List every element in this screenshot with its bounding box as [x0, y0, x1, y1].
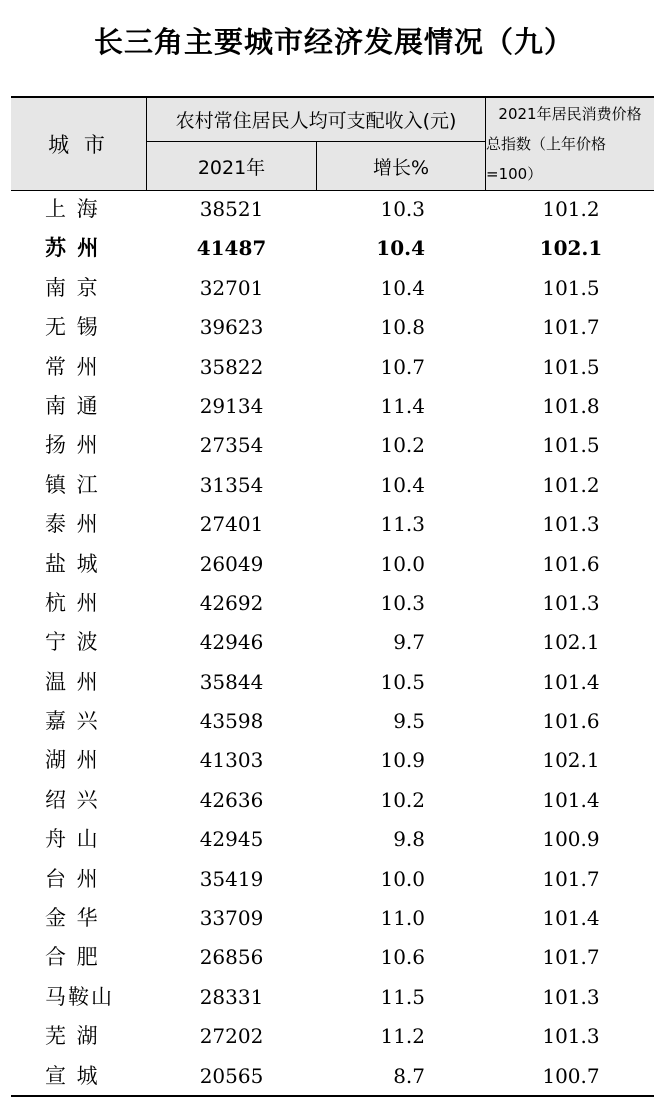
table-row: [11, 348, 654, 387]
table-row: [11, 269, 654, 308]
row-income: 32701: [199, 275, 264, 300]
row-income: 20565: [199, 1063, 264, 1088]
header-cpi-line1: 2021年居民消费价格: [498, 105, 642, 123]
row-income: 27401: [199, 512, 264, 537]
table-row: [11, 1017, 654, 1056]
bottom-rule: [11, 1095, 654, 1097]
row-cpi: 101.3: [542, 512, 600, 537]
header-city: 城 市: [48, 133, 109, 157]
row-growth: 11.4: [380, 393, 425, 418]
table-row: [11, 938, 654, 977]
row-income: 35844: [199, 669, 264, 694]
row-income: 29134: [199, 393, 264, 418]
row-income: 27202: [199, 1024, 264, 1049]
row-cpi: 101.4: [542, 906, 600, 931]
row-city: 常 州: [45, 354, 100, 379]
table-row: [11, 820, 654, 859]
row-city: 温 州: [45, 669, 100, 694]
row-cpi: 101.5: [542, 433, 600, 458]
table-row: [11, 466, 654, 505]
row-income: 28331: [199, 984, 264, 1009]
table-row: [11, 978, 654, 1017]
row-city: 南 京: [45, 275, 100, 300]
row-income: 31354: [199, 472, 264, 497]
row-growth: 10.7: [380, 354, 425, 379]
row-income: 35822: [199, 354, 264, 379]
table-row: [11, 899, 654, 938]
row-city: 宁 波: [45, 630, 100, 655]
table-row: [11, 702, 654, 741]
table-row: [11, 623, 654, 662]
row-growth: 10.3: [380, 197, 425, 221]
row-city: 上 海: [45, 197, 100, 221]
row-cpi: 101.5: [542, 275, 600, 300]
table-row: [11, 505, 654, 544]
table-row: [11, 387, 654, 426]
table-row: [11, 308, 654, 347]
header-cpi-line2: 总指数（上年价格=100）: [486, 135, 607, 183]
row-growth: 11.5: [380, 984, 425, 1009]
row-income: 42946: [199, 630, 264, 655]
row-growth: 11.0: [380, 906, 425, 931]
row-cpi: 101.7: [542, 866, 600, 891]
row-city: 金 华: [45, 906, 100, 931]
row-city: 镇 江: [45, 472, 100, 497]
row-income: 38521: [199, 197, 264, 221]
row-income: 27354: [199, 433, 264, 458]
row-growth: 10.2: [380, 433, 425, 458]
row-city: 杭 州: [45, 590, 100, 615]
row-cpi: 101.8: [542, 393, 600, 418]
table-row: [11, 584, 654, 623]
row-city: 南 通: [45, 393, 100, 418]
table-row: [11, 229, 654, 268]
row-cpi: 101.7: [542, 945, 600, 970]
row-income: 26049: [199, 551, 264, 576]
row-cpi: 101.2: [542, 197, 600, 221]
row-growth: 10.4: [376, 236, 425, 261]
row-income: 41303: [199, 748, 264, 773]
row-city: 苏 州: [45, 236, 101, 261]
table-row: [11, 426, 654, 465]
table-row: [11, 741, 654, 780]
row-cpi: 101.7: [542, 315, 600, 340]
row-growth: 10.0: [380, 866, 425, 891]
row-cpi: 101.3: [542, 590, 600, 615]
row-growth: 11.2: [380, 1024, 425, 1049]
row-cpi: 101.3: [542, 1024, 600, 1049]
row-city: 芜 湖: [45, 1024, 100, 1049]
row-growth: 10.2: [380, 787, 425, 812]
row-cpi: 102.1: [542, 748, 600, 773]
row-city: 合 肥: [45, 945, 100, 970]
table-row: [11, 781, 654, 820]
row-growth: 10.8: [380, 315, 425, 340]
row-cpi: 101.2: [542, 472, 600, 497]
row-cpi: 101.3: [542, 984, 600, 1009]
row-cpi: 102.1: [542, 630, 600, 655]
row-growth: 10.4: [380, 275, 425, 300]
row-growth: 10.0: [380, 551, 425, 576]
row-growth: 11.3: [380, 512, 425, 537]
row-growth: 10.4: [380, 472, 425, 497]
header-year: 2021年: [197, 156, 266, 179]
row-income: 26856: [199, 945, 264, 970]
table-row: [11, 860, 654, 899]
row-cpi: 101.4: [542, 787, 600, 812]
row-income: 33709: [199, 906, 264, 931]
row-growth: 9.5: [393, 709, 425, 734]
row-city: 绍 兴: [45, 787, 100, 812]
row-cpi: 101.4: [542, 669, 600, 694]
row-city: 宣 城: [45, 1063, 100, 1088]
row-income: 39623: [199, 315, 264, 340]
row-city: 盐 城: [45, 551, 100, 576]
row-cpi: 100.9: [542, 827, 600, 852]
row-growth: 10.5: [380, 669, 425, 694]
row-growth: 10.9: [380, 748, 425, 773]
row-growth: 8.7: [393, 1063, 425, 1088]
row-growth: 10.3: [380, 590, 425, 615]
row-city: 扬 州: [45, 433, 100, 458]
header-growth: 增长%: [372, 156, 430, 179]
row-city: 马鞍山: [45, 984, 114, 1009]
row-city: 泰 州: [45, 512, 100, 537]
row-cpi: 102.1: [539, 236, 603, 261]
row-cpi: 101.6: [542, 551, 600, 576]
row-city: 嘉 兴: [45, 709, 100, 734]
row-city: 无 锡: [45, 315, 100, 340]
row-cpi: 101.6: [542, 709, 600, 734]
row-cpi: 100.7: [542, 1063, 600, 1088]
table-row: [11, 190, 654, 229]
row-income: 42636: [199, 787, 264, 812]
header-cpi: [486, 98, 654, 190]
table-row: [11, 1057, 654, 1096]
page-title: 长三角主要城市经济发展情况（九）: [93, 25, 574, 59]
row-growth: 10.6: [380, 945, 425, 970]
table-header: [11, 96, 654, 191]
row-cpi: 101.5: [542, 354, 600, 379]
header-income-group: 农村常住居民人均可支配收入(元): [175, 110, 457, 132]
row-growth: 9.7: [393, 630, 425, 655]
table-body: [11, 190, 654, 1096]
row-income: 42945: [199, 827, 264, 852]
row-income: 41487: [196, 236, 267, 261]
row-city: 湖 州: [45, 748, 100, 773]
row-growth: 9.8: [393, 827, 425, 852]
row-income: 43598: [199, 709, 264, 734]
row-income: 35419: [199, 866, 264, 891]
table-row: [11, 663, 654, 702]
row-city: 台 州: [45, 866, 100, 891]
table-row: [11, 545, 654, 584]
row-income: 42692: [199, 590, 264, 615]
row-city: 舟 山: [45, 827, 100, 852]
